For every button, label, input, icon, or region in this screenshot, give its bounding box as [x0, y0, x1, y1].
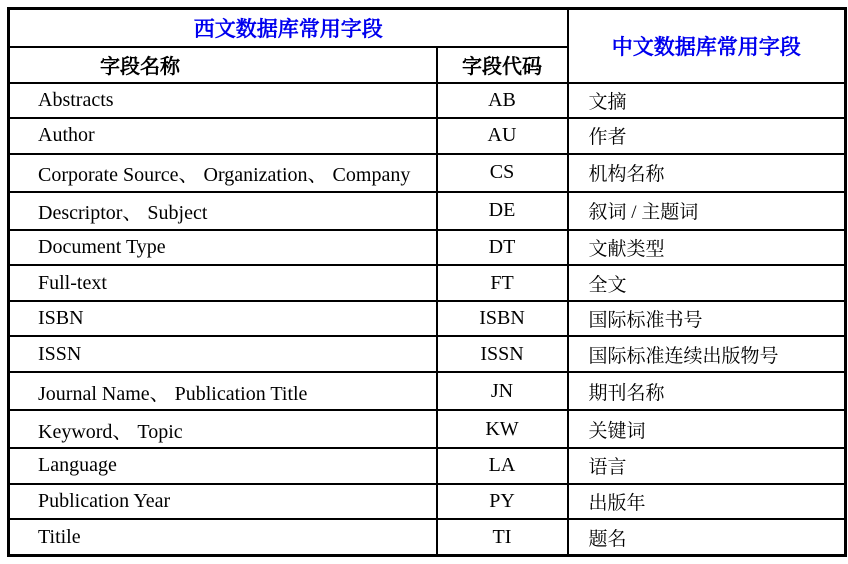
chinese-name-cell: 关键词: [568, 410, 846, 448]
table-row: [9, 336, 846, 372]
field-name-cell: Descriptor、 Subject: [9, 192, 437, 230]
chinese-name-cell: 机构名称: [568, 154, 846, 192]
chinese-name-cell: 国际标准连续出版物号: [568, 336, 846, 372]
table-row: [9, 410, 846, 448]
field-name-cell: Language: [9, 448, 437, 484]
field-name-cell: Keyword、 Topic: [9, 410, 437, 448]
table-row: [9, 301, 846, 337]
field-name-cell: Author: [9, 118, 437, 154]
field-code-cell: ISSN: [437, 336, 568, 372]
chinese-name-cell: 文摘: [568, 83, 846, 119]
fields-table: [7, 7, 847, 557]
table-row: [9, 372, 846, 410]
table-row: [9, 519, 846, 555]
chinese-name-cell: 叙词 / 主题词: [568, 192, 846, 230]
field-code-cell: AU: [437, 118, 568, 154]
field-name-cell: Journal Name、 Publication Title: [9, 372, 437, 410]
field-code-cell: LA: [437, 448, 568, 484]
chinese-name-cell: 全文: [568, 265, 846, 301]
field-name-cell: Document Type: [9, 230, 437, 266]
field-code-cell: DE: [437, 192, 568, 230]
field-code-cell: TI: [437, 519, 568, 555]
chinese-name-cell: 出版年: [568, 484, 846, 520]
table-row: [9, 154, 846, 192]
chinese-name-cell: 国际标准书号: [568, 301, 846, 337]
field-code-cell: FT: [437, 265, 568, 301]
chinese-name-cell: 语言: [568, 448, 846, 484]
table-row: [9, 265, 846, 301]
field-code-cell: PY: [437, 484, 568, 520]
chinese-fields-title: 中文数据库常用字段: [568, 9, 846, 83]
field-name-cell: Titile: [9, 519, 437, 555]
western-fields-title: 西文数据库常用字段: [9, 9, 568, 47]
field-code-cell: AB: [437, 83, 568, 119]
field-name-cell: Full-text: [9, 265, 437, 301]
table-row: [9, 448, 846, 484]
field-name-cell: ISSN: [9, 336, 437, 372]
table-row: [9, 118, 846, 154]
chinese-name-cell: 作者: [568, 118, 846, 154]
field-name-cell: Corporate Source、 Organization、 Company: [9, 154, 437, 192]
field-name-cell: ISBN: [9, 301, 437, 337]
table-row: [9, 230, 846, 266]
chinese-name-cell: 文献类型: [568, 230, 846, 266]
header-row-1: [9, 9, 846, 47]
field-code-cell: JN: [437, 372, 568, 410]
table-row: [9, 484, 846, 520]
chinese-name-cell: 期刊名称: [568, 372, 846, 410]
field-code-cell: CS: [437, 154, 568, 192]
field-name-cell: Abstracts: [9, 83, 437, 119]
field-code-cell: KW: [437, 410, 568, 448]
field-name-cell: Publication Year: [9, 484, 437, 520]
column-header-field-name: 字段名称: [9, 47, 437, 83]
table-row: [9, 192, 846, 230]
chinese-name-cell: 题名: [568, 519, 846, 555]
field-code-cell: DT: [437, 230, 568, 266]
field-code-cell: ISBN: [437, 301, 568, 337]
table-row: [9, 83, 846, 119]
column-header-field-code: 字段代码: [437, 47, 568, 83]
